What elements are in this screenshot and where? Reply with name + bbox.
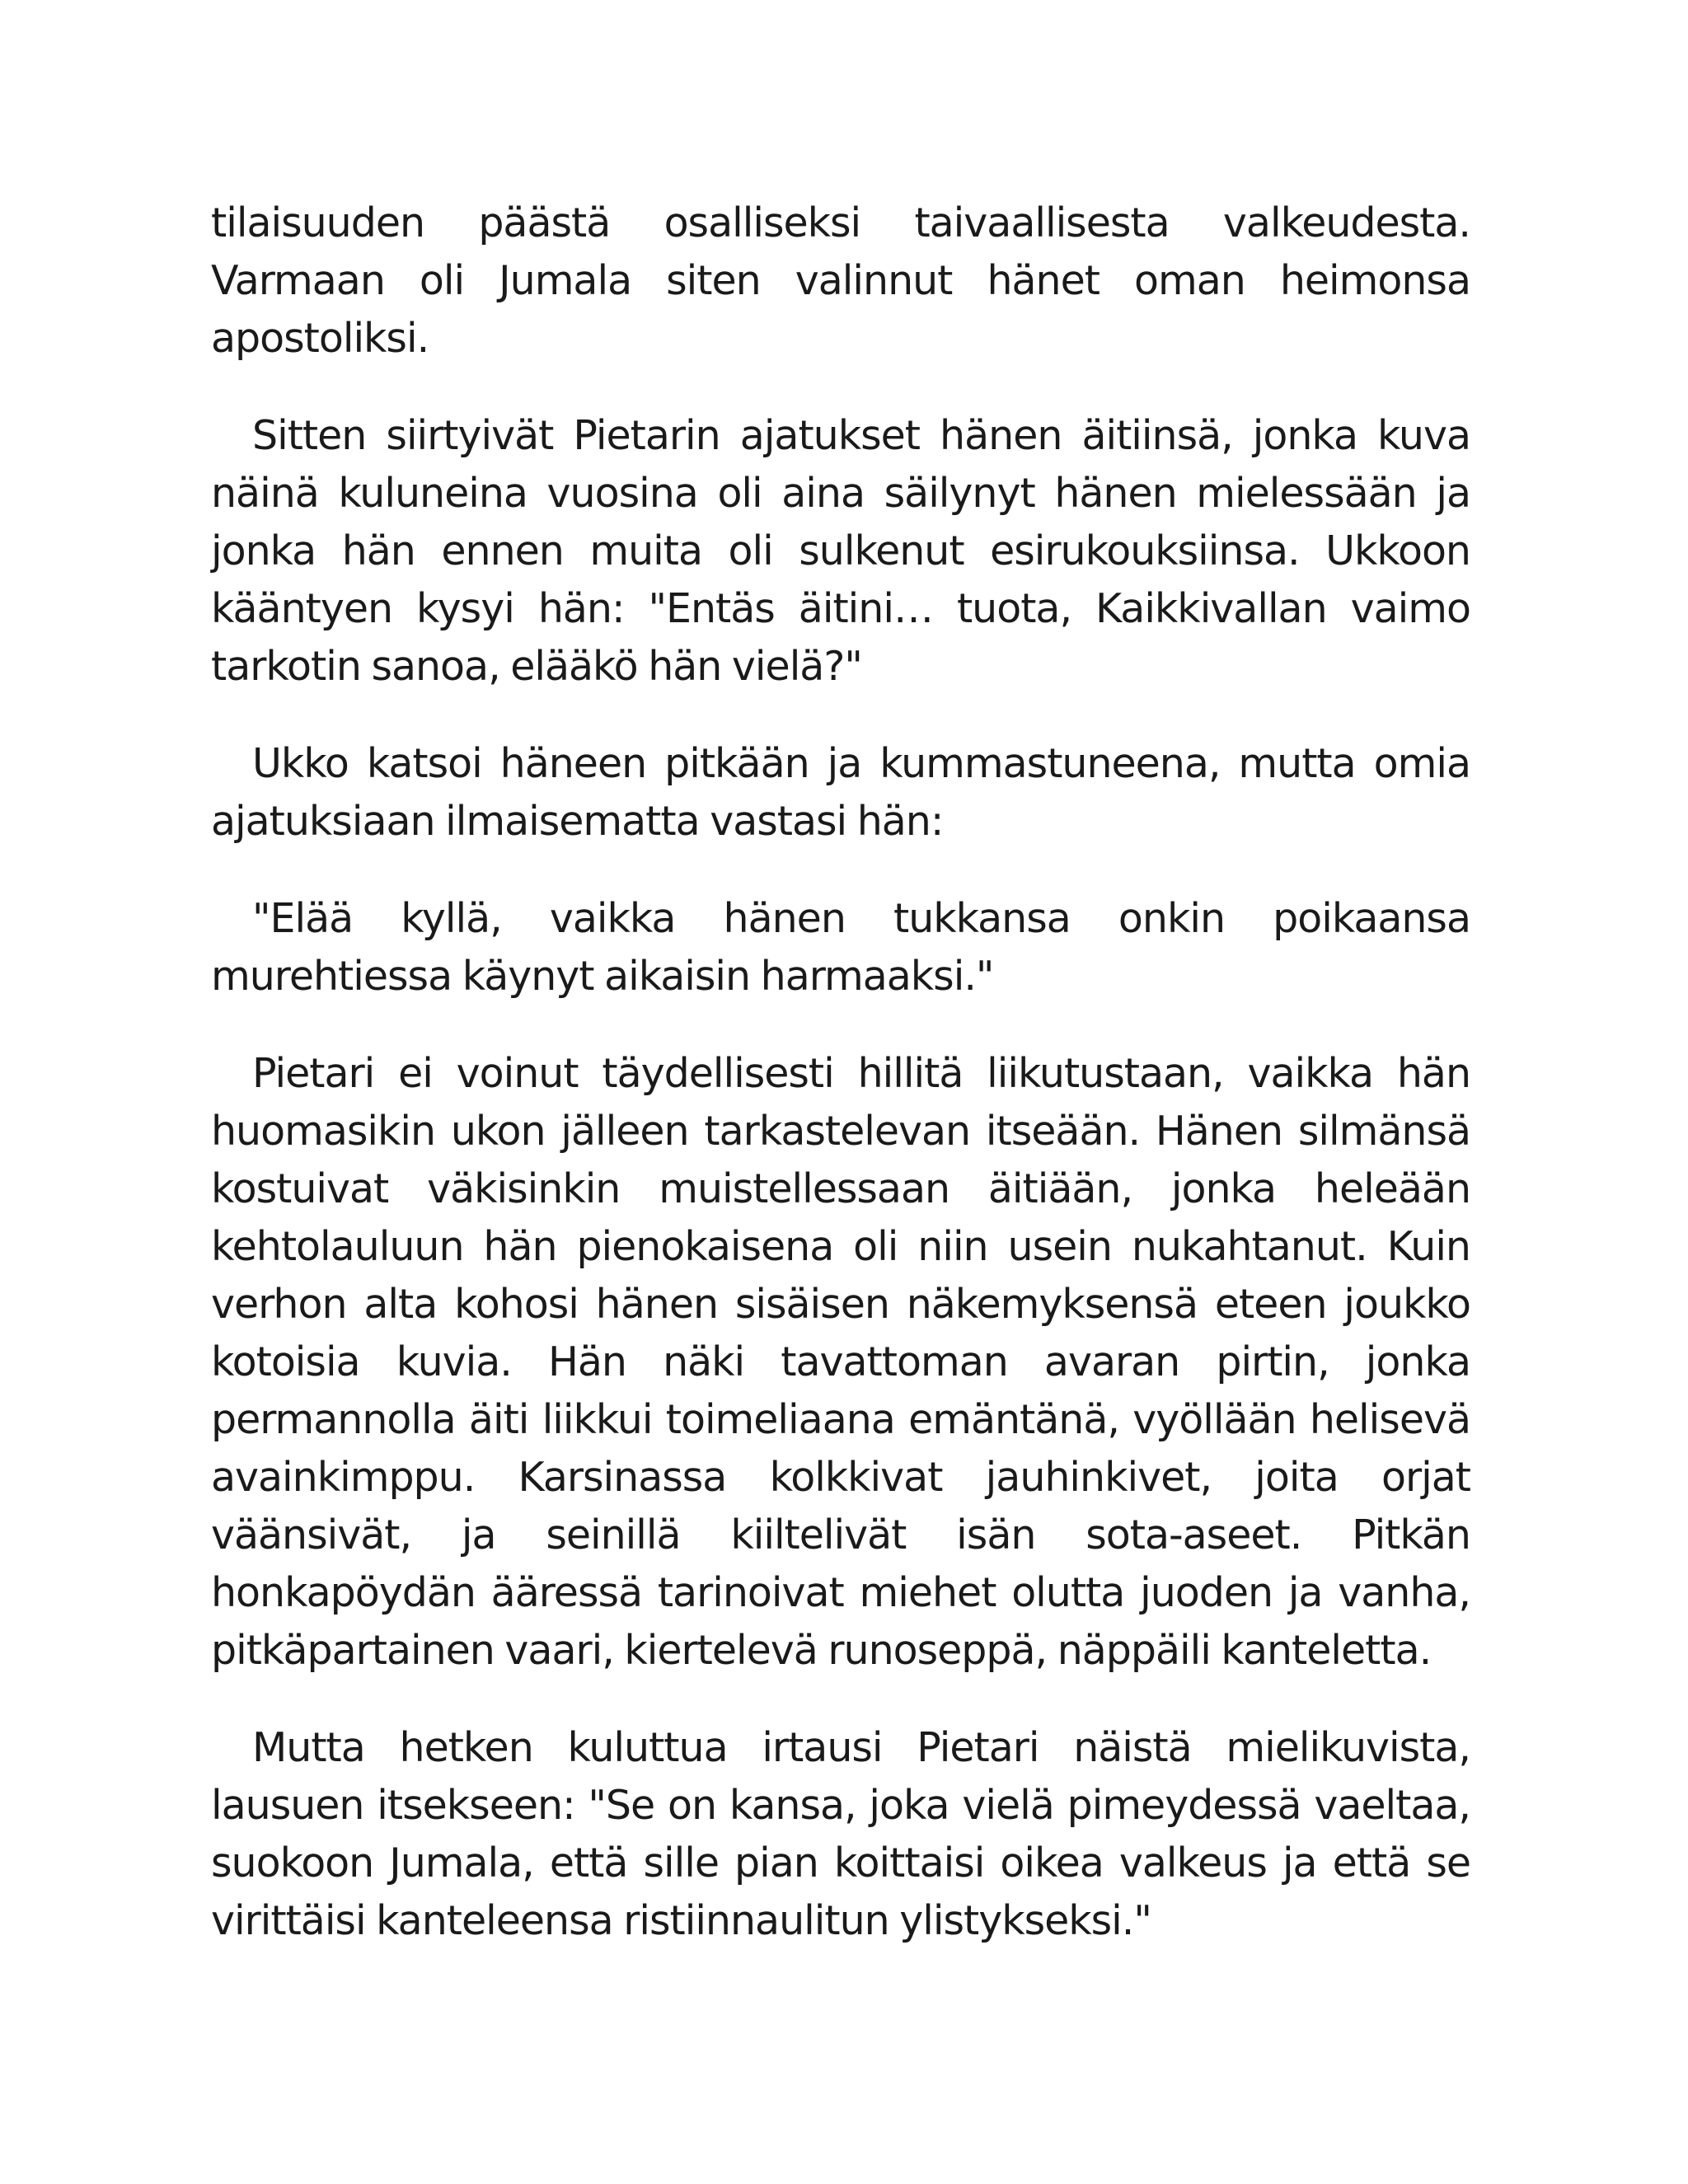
paragraph: Pietari ei voinut täydellisesti hillitä liikutustaan, vaikka hän huomasikin ukon jälleen tarkastelevan itseään. Hänen silmänsä kostuivat väkisinkin muistellessaan äitiään, jonka heleään kehtolauluun hän pienokaisena oli niin usein nukahtanut. Kuin verhon alta kohosi hänen sisäisen näkemyksensä eteen joukko kotoisia kuvia. Hän näki tavattoman avaran pirtin, jonka permannolla äiti liikkui toimeliaana emäntänä, vyöllään helisevä avainkimppu. Karsinassa kolkkivat jauhinkivet, joita orjat väänsivät, ja seinillä kiiltelivät isän sota-aseet. Pitkän honkapöydän ääressä tarinoivat miehet olutta juoden ja vanha, pitkäpartainen vaari, kiertelevä runoseppä, näppäili kanteletta. (211, 1050, 1470, 1674)
paragraph: Ukko katsoi häneen pitkään ja kummastuneena, mutta omia ajatuksiaan ilmaisematta vastasi hän: (211, 740, 1470, 845)
paragraph: tilaisuuden päästä osalliseksi taivaallisesta valkeudesta. Varmaan oli Jumala siten valinnut hänet oman heimonsa apostoliksi. (211, 199, 1470, 362)
paragraph: Mutta hetken kuluttua irtausi Pietari näistä mielikuvista, lausuen itsekseen: "Se on kansa, joka vielä pimeydessä vaeltaa, suokoon Jumala, että sille pian koittaisi oikea valkeus ja että se virittäisi kanteleensa ristiinnaulitun ylistykseksi." (211, 1724, 1470, 1944)
book-page (211, 194, 1470, 1990)
paragraph: Sitten siirtyivät Pietarin ajatukset hänen äitiinsä, jonka kuva näinä kuluneina vuosina oli aina säilynyt hänen mielessään ja jonka hän ennen muita oli sulkenut esirukouksiinsa. Ukkoon kääntyen kysyi hän: "Entäs äitini… tuota, Kaikkivallan vaimo tarkotin sanoa, elääkö hän vielä?" (211, 412, 1470, 690)
paragraph: "Elää kyllä, vaikka hänen tukkansa onkin poikaansa murehtiessa käynyt aikaisin harmaaksi." (211, 895, 1470, 1000)
